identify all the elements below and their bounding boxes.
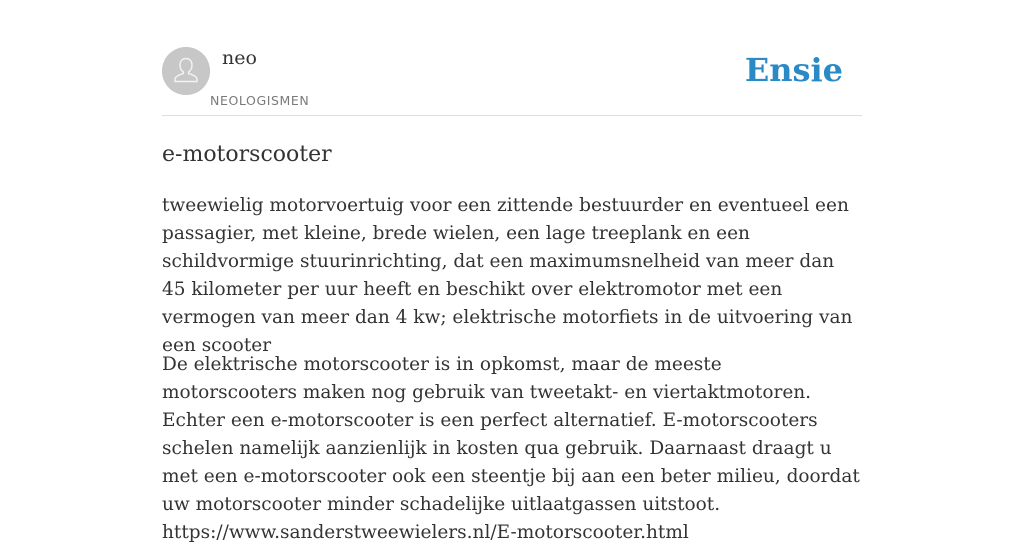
entry-definition: tweewielig motorvoertuig voor een zittende bestuurder en eventueel een passagier, met kleine, brede wielen, een lage treeplank en een schildvormige stuurinrichting, dat een maximumsnelheid van meer dan 45 kilometer per uur heeft en beschikt over elektromotor met een vermogen van meer dan 4 kw; elektrische motorfiets in de uitvoering van een scooter <box>162 195 853 356</box>
entry-example <box>162 351 862 547</box>
source-link[interactable]: https://www.sanderstweewielers.nl/E-motorscooter.html <box>162 522 689 543</box>
header <box>162 46 862 116</box>
author-category[interactable]: NEOLOGISMEN <box>210 93 310 108</box>
user-silhouette-icon <box>162 47 210 95</box>
author-name[interactable]: neo <box>222 47 257 69</box>
brand-logo[interactable]: Ensie <box>744 51 843 89</box>
example-text: De elektrische motorscooter is in opkomst, maar de meeste motorscooters maken nog gebruik van tweetakt- en viertaktmotoren. Echter een e-motorscooter is een perfect alternatief. E-motorscooters schelen namelijk aanzienlijk in kosten qua gebruik. Daarnaast draagt u met een e-motorscooter ook een steentje bij aan een beter milieu, doordat uw motorscooter minder schadelijke uitlaatgassen uitstoot. <box>162 354 860 515</box>
avatar[interactable] <box>162 47 210 95</box>
entry-title: e-motorscooter <box>162 142 332 167</box>
